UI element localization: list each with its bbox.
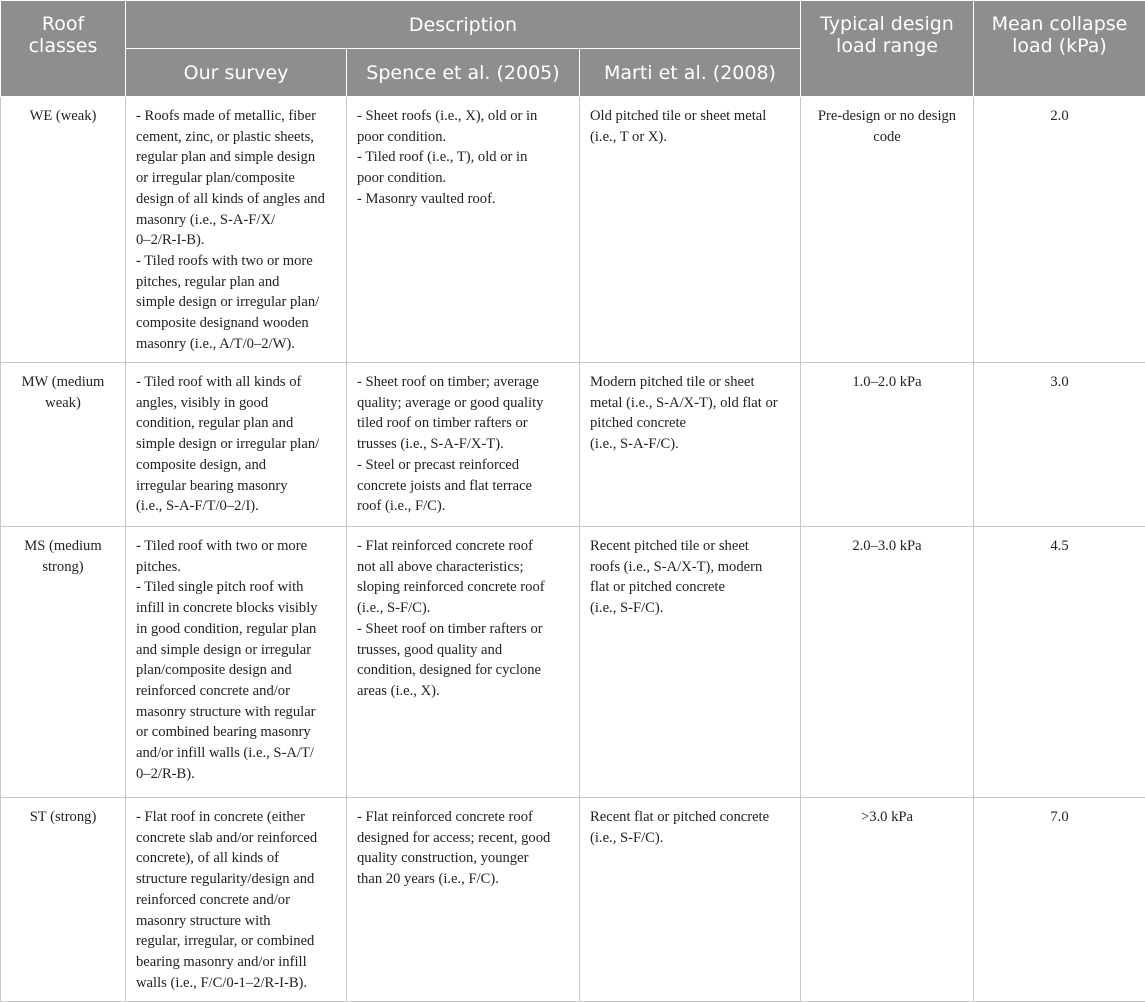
roof-class-cell: MW (medium weak): [1, 363, 126, 527]
collapse-load-cell: 4.5: [974, 527, 1145, 798]
design-load-cell: Pre-design or no design code: [801, 97, 974, 363]
header-our-survey: Our survey: [126, 49, 347, 97]
spence-cell: - Sheet roofs (i.e., X), old or in poor condition. - Tiled roof (i.e., T), old or in poor condition. - Masonry vaulted roof.: [347, 97, 580, 363]
header-roof-classes: Roof classes: [1, 1, 126, 97]
header-mean-collapse-load: Mean collapse load (kPa): [974, 1, 1145, 97]
table-row: [1, 363, 1145, 527]
spence-cell: - Flat reinforced concrete roof not all above characteristics; sloping reinforced concrete roof (i.e., S-F/C). - Sheet roof on timber rafters or trusses, good quality and condition, designed for cyclone areas (i.e., X).: [347, 527, 580, 798]
spence-cell: - Sheet roof on timber; average quality; average or good quality tiled roof on timber rafters or trusses (i.e., S-A-F/X-T). - Steel or precast reinforced concrete joists and flat terrace roof (i.e., F/C).: [347, 363, 580, 527]
design-load-cell: >3.0 kPa: [801, 798, 974, 1002]
collapse-load-cell: 7.0: [974, 798, 1145, 1002]
table-row: [1, 798, 1145, 1002]
header-spence: Spence et al. (2005): [347, 49, 580, 97]
table-header: [1, 1, 1145, 97]
our-survey-cell: - Flat roof in concrete (either concrete slab and/or reinforced concrete), of all kinds of structure regularity/design and reinforced concrete and/or masonry structure with regular, irregular, or combined bearing masonry and/or infill walls (i.e., F/C/0-1–2/R-I-B).: [126, 798, 347, 1002]
spence-cell: - Flat reinforced concrete roof designed for access; recent, good quality construction, younger than 20 years (i.e., F/C).: [347, 798, 580, 1002]
our-survey-cell: - Roofs made of metallic, fiber cement, zinc, or plastic sheets, regular plan and simple design or irregular plan/composite design of all kinds of angles and masonry (i.e., S-A-F/X/ 0–2/R-I-B). - Tiled roofs with two or more pitches, regular plan and simple design or irregular plan/ composite designand wooden masonry (i.e., A/T/0–2/W).: [126, 97, 347, 363]
collapse-load-cell: 2.0: [974, 97, 1145, 363]
design-load-cell: 2.0–3.0 kPa: [801, 527, 974, 798]
our-survey-cell: - Tiled roof with two or more pitches. - Tiled single pitch roof with infill in concrete blocks visibly in good condition, regular plan and simple design or irregular plan/composite design and reinforced concrete and/or masonry structure with regular or combined bearing masonry and/or infill walls (i.e., S-A/T/ 0–2/R-B).: [126, 527, 347, 798]
roof-class-cell: WE (weak): [1, 97, 126, 363]
header-description: Description: [126, 1, 801, 49]
header-typical-design-load: Typical design load range: [801, 1, 974, 97]
roof-class-cell: MS (medium strong): [1, 527, 126, 798]
table-row: [1, 97, 1145, 363]
our-survey-cell: - Tiled roof with all kinds of angles, visibly in good condition, regular plan and simple design or irregular plan/ composite design, and irregular bearing masonry (i.e., S-A-F/T/0–2/I).: [126, 363, 347, 527]
design-load-cell: 1.0–2.0 kPa: [801, 363, 974, 527]
marti-cell: Recent flat or pitched concrete (i.e., S-F/C).: [580, 798, 801, 1002]
marti-cell: Modern pitched tile or sheet metal (i.e., S-A/X-T), old flat or pitched concrete (i.e., S-A-F/C).: [580, 363, 801, 527]
table-row: [1, 527, 1145, 798]
marti-cell: Old pitched tile or sheet metal (i.e., T or X).: [580, 97, 801, 363]
header-marti: Marti et al. (2008): [580, 49, 801, 97]
roof-class-cell: ST (strong): [1, 798, 126, 1002]
collapse-load-cell: 3.0: [974, 363, 1145, 527]
marti-cell: Recent pitched tile or sheet roofs (i.e., S-A/X-T), modern flat or pitched concrete (i.e., S-F/C).: [580, 527, 801, 798]
